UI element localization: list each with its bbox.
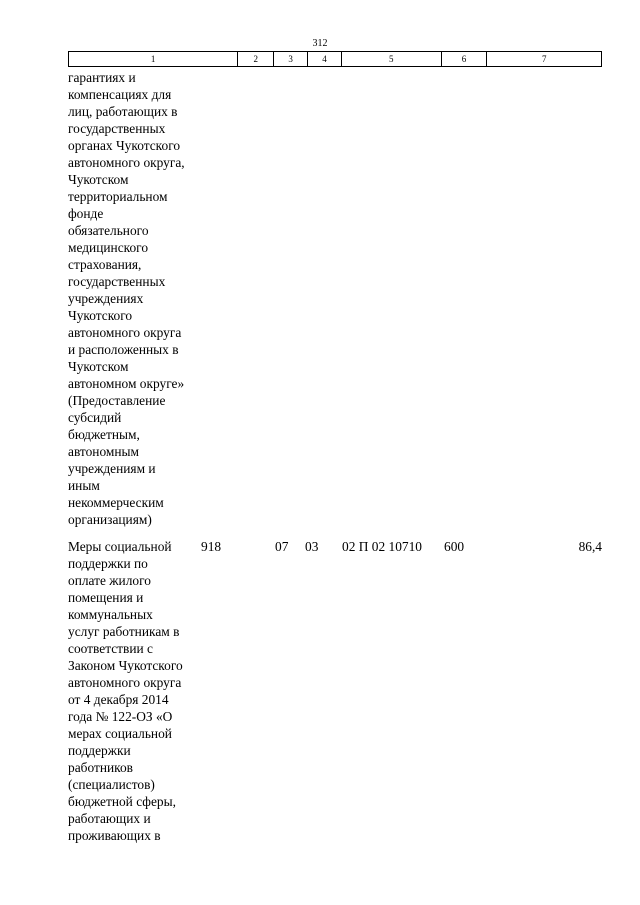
row-ministry-code: 918 [201, 539, 222, 554]
row-subsection-code: 03 [305, 539, 319, 554]
row-expense-type: 600 [444, 539, 465, 554]
header-cell-5: 5 [342, 52, 442, 66]
row-target-article: 02 П 02 10710 [342, 539, 422, 554]
header-cell-2: 2 [238, 52, 274, 66]
table-header-row [68, 51, 602, 67]
row-amount: 86,4 [578, 539, 602, 554]
page-number: 312 [312, 38, 328, 49]
header-cell-3: 3 [274, 52, 308, 66]
header-cell-7: 7 [541, 54, 547, 64]
row-description: Меры социальной поддержки по оплате жилого помещения и коммунальных услуг работникам в соответствии с Законом Чукотского автономного округа от 4 декабря 2014 года № 122-ОЗ «О мерах социальной поддержки работников (специалистов) бюджетной сферы, работающих и проживающих в [68, 539, 183, 843]
row-section-code: 07 [275, 539, 289, 554]
header-cell-6: 6 [442, 52, 488, 66]
header-cell-1: 1 [69, 52, 238, 66]
header-cell-4: 4 [308, 52, 342, 66]
continuation-text: гарантиях и компенсациях для лиц, работающих в государственных органах Чукотского автономного округа, Чукотском территориальном фонде обязательного медицинского страхования, государственных учреждениях Чукотского автономного округа и расположенных в Чукотском автономном округе» (Предоставление субсидий бюджетным, автономным учреждениям и иным некоммерческим организациям) [68, 70, 185, 527]
